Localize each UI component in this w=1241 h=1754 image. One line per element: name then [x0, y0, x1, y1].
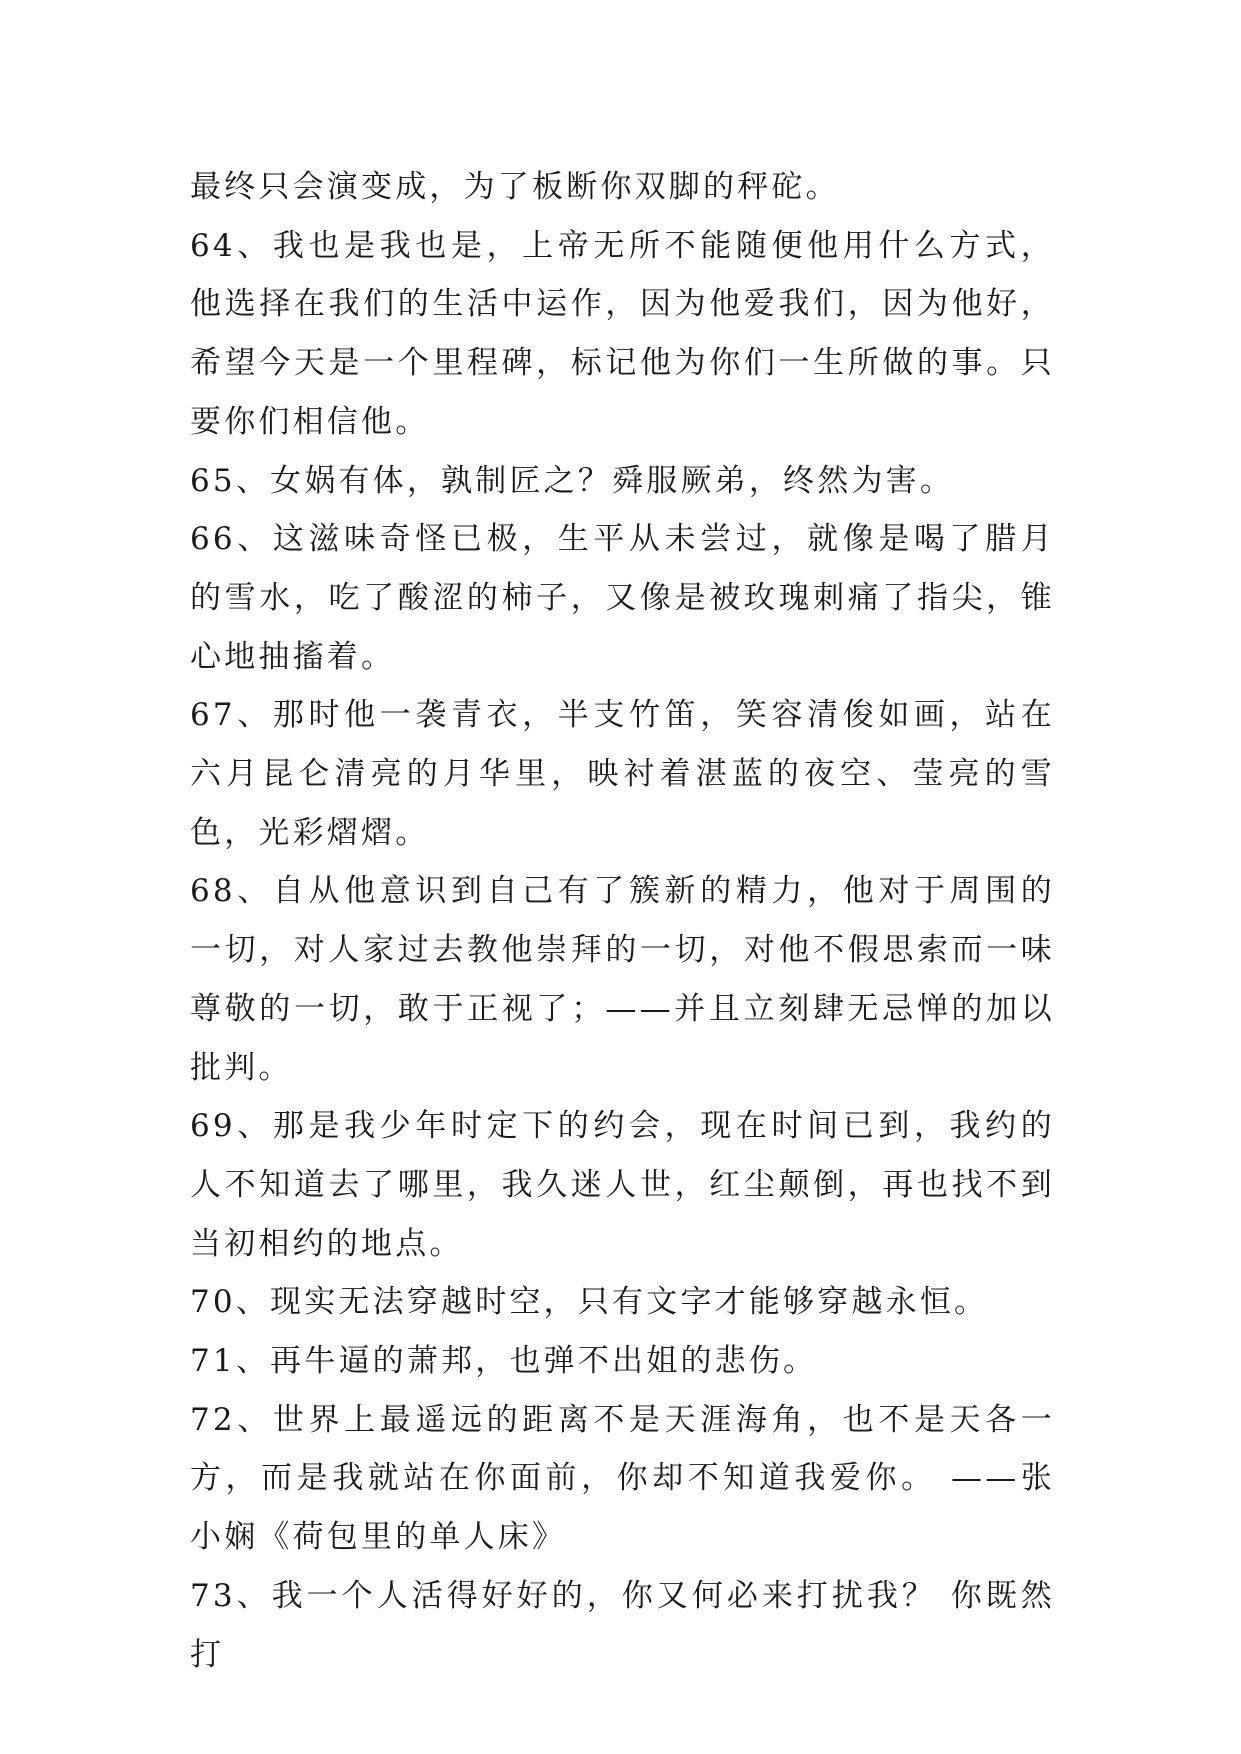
paragraph-70: 70、现实无法穿越时空，只有文字才能够穿越永恒。: [190, 1284, 989, 1321]
document-body: [190, 158, 1055, 1684]
paragraph-65: 65、女娲有体，孰制匠之？舜服厥弟，终然为害。: [190, 462, 955, 499]
paragraph-68: 68、自从他意识到自己有了簇新的精力，他对于周围的一切，对人家过去教他崇拜的一切，对他不假思索而一味尊敬的一切，敢于正视了；——并且立刻肆无忌惮的加以批判。: [190, 873, 1055, 1086]
paragraph-72: 72、世界上最遥远的距离不是天涯海角，也不是天各一方，而是我就站在你面前，你却不知道我爱你。 ——张小娴《荷包里的单人床》: [190, 1401, 1055, 1556]
paragraph-73: 73、我一个人活得好好的，你又何必来打扰我？ 你既然打: [190, 1577, 1055, 1673]
paragraph-67: 67、那时他一袭青衣，半支竹笛，笑容清俊如画，站在六月昆仑清亮的月华里，映衬着湛蓝的夜空、莹亮的雪色，光彩熠熠。: [190, 697, 1055, 851]
paragraph-continuation: 最终只会演变成，为了板断你双脚的秤砣。: [190, 169, 840, 205]
paragraph-71: 71、再牛逼的萧邦，也弹不出姐的悲伤。: [190, 1343, 818, 1380]
paragraph-69: 69、那是我少年时定下的约会，现在时间已到，我约的人不知道去了哪里，我久迷人世，红尘颠倒，再也找不到当初相约的地点。: [190, 1108, 1055, 1262]
paragraph-64: 64、我也是我也是，上帝无所不能随便他用什么方式，他选择在我们的生活中运作，因为他爱我们，因为他好，希望今天是一个里程碑，标记他为你们一生所做的事。只要你们相信他。: [190, 227, 1055, 440]
paragraph-66: 66、这滋味奇怪已极，生平从未尝过，就像是喝了腊月的雪水，吃了酸涩的柿子，又像是被玫瑰刺痛了指尖，锥心地抽搐着。: [190, 521, 1055, 675]
